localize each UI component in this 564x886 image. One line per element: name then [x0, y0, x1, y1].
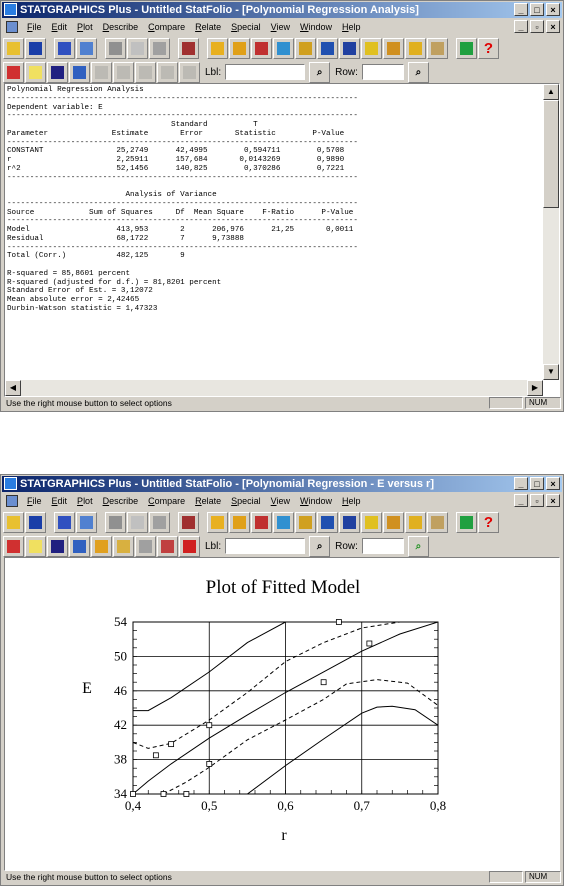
doc-restore-button[interactable]: ▫ — [530, 494, 544, 507]
hash-icon — [387, 42, 400, 55]
exclude-icon — [161, 540, 174, 553]
menu-file[interactable]: File — [27, 21, 42, 32]
menu-special[interactable]: Special — [231, 21, 261, 32]
hash-icon — [387, 516, 400, 529]
menu-bar — [2, 493, 562, 508]
input-icon — [7, 540, 20, 553]
data-point — [161, 792, 166, 797]
datasheet-button[interactable] — [54, 38, 75, 59]
y-tick-label: 34 — [114, 786, 127, 801]
tool-1-button[interactable] — [207, 38, 228, 59]
input-icon — [7, 66, 20, 79]
tool-2-button[interactable] — [229, 512, 250, 533]
plot-pane[interactable] — [4, 557, 560, 871]
cut-button[interactable] — [105, 512, 126, 533]
triangle-icon — [343, 516, 356, 529]
tabular-icon — [51, 540, 64, 553]
cut-button[interactable] — [105, 38, 126, 59]
paste-button[interactable] — [149, 512, 170, 533]
scroll-left-button[interactable]: ◀ — [5, 380, 21, 396]
status-bar — [2, 870, 562, 884]
menu-view[interactable]: View — [270, 21, 291, 32]
grid-icon — [299, 42, 312, 55]
maximize-button[interactable]: □ — [530, 477, 544, 490]
open-button[interactable] — [3, 38, 24, 59]
x-tick-label: 0,7 — [353, 798, 370, 813]
question-icon: ? — [483, 39, 494, 57]
data-point — [321, 680, 326, 685]
menu-compare[interactable]: Compare — [148, 21, 186, 32]
point-identify-button[interactable] — [135, 536, 156, 557]
doc-close-button[interactable]: × — [546, 20, 560, 33]
tool-3-button[interactable] — [251, 38, 272, 59]
status-cell — [489, 871, 523, 883]
data-point — [207, 761, 212, 766]
tabular-icon — [51, 66, 64, 79]
disabled-tool-icon — [139, 66, 152, 79]
tool-10-button[interactable] — [405, 38, 426, 59]
binoculars-icon: ⌕ — [415, 540, 422, 552]
status-bar — [2, 396, 562, 410]
folder-icon — [7, 516, 20, 529]
row-search-input[interactable] — [362, 538, 404, 554]
analysis-window — [0, 0, 564, 412]
menu-help[interactable]: Help — [342, 495, 361, 506]
fitted-model-chart[interactable] — [5, 558, 560, 870]
tool-7-button[interactable] — [339, 38, 360, 59]
copy-button[interactable] — [127, 38, 148, 59]
menu-window[interactable]: Window — [300, 495, 333, 506]
minimize-button[interactable]: _ — [514, 3, 528, 16]
question-icon: ? — [483, 513, 494, 531]
copy-icon — [131, 516, 144, 529]
doc-minimize-button[interactable]: _ — [514, 494, 528, 507]
graphical-icon — [73, 66, 86, 79]
tool-6-button[interactable] — [317, 512, 338, 533]
disk-icon — [29, 42, 42, 55]
graphical-options-button[interactable] — [69, 536, 90, 557]
graph-options-icon — [95, 540, 108, 553]
scroll-down-button[interactable]: ▼ — [543, 364, 559, 380]
menu-file[interactable]: File — [27, 495, 42, 506]
confidence-limit-curve — [164, 680, 439, 794]
vertical-scrollbar[interactable] — [543, 84, 559, 380]
menu-describe[interactable]: Describe — [102, 495, 139, 506]
data-point — [153, 753, 158, 758]
menu-edit[interactable]: Edit — [51, 495, 68, 506]
jitter-icon — [183, 540, 196, 553]
tool-8-button[interactable] — [361, 38, 382, 59]
window-title: STATGRAPHICS Plus - Untitled StatFolio - [Polynomial Regression - E versus r] — [20, 478, 434, 490]
menu-plot[interactable]: Plot — [77, 21, 93, 32]
histogram-icon — [409, 42, 422, 55]
x-tick-label: 0,6 — [277, 798, 294, 813]
tool-11-button[interactable] — [427, 38, 448, 59]
tool-5-button[interactable] — [295, 512, 316, 533]
brush-icon — [117, 540, 130, 553]
binoculars-icon: ⌕ — [415, 66, 422, 78]
minimize-button[interactable]: _ — [514, 477, 528, 490]
binoculars-icon: ⌕ — [316, 540, 323, 552]
tool-3-button[interactable] — [251, 512, 272, 533]
input-dialog-button[interactable] — [3, 536, 24, 557]
scroll-right-button[interactable]: ▶ — [527, 380, 543, 396]
stats-button[interactable] — [76, 512, 97, 533]
disk-icon — [29, 516, 42, 529]
label-search-label: Lbl: — [205, 540, 222, 552]
status-cell — [489, 397, 523, 409]
label-search-input[interactable] — [225, 538, 305, 554]
chart-tool-icon — [211, 516, 224, 529]
menu-bar — [2, 19, 562, 34]
analysis-toolbar — [3, 60, 561, 84]
advisor-icon — [460, 516, 473, 529]
menu-relate[interactable]: Relate — [195, 21, 222, 32]
trend-icon — [365, 516, 378, 529]
copy-button[interactable] — [127, 512, 148, 533]
tool-9-button[interactable] — [383, 512, 404, 533]
doc-close-button[interactable]: × — [546, 494, 560, 507]
tool-11-button[interactable] — [427, 512, 448, 533]
help-button[interactable] — [478, 512, 499, 533]
matrix-icon — [431, 42, 444, 55]
scissors-icon — [109, 42, 122, 55]
x-axis-label: r — [281, 827, 287, 844]
disabled-tool-icon — [95, 66, 108, 79]
tool-8-button[interactable] — [361, 512, 382, 533]
options-icon — [29, 540, 42, 553]
chart-title: Plot of Fitted Model — [205, 577, 361, 598]
prediction-limit-curve — [133, 622, 400, 711]
main-toolbar — [3, 510, 561, 534]
copy-icon — [131, 42, 144, 55]
data-point — [184, 792, 189, 797]
scissors-icon — [109, 516, 122, 529]
graph-tool-2-button[interactable] — [113, 62, 134, 83]
analysis-options-button[interactable] — [25, 62, 46, 83]
analysis-options-button[interactable] — [25, 536, 46, 557]
data-point — [207, 723, 212, 728]
stat-advisor-button[interactable] — [456, 512, 477, 533]
tool-10-button[interactable] — [405, 512, 426, 533]
jitter-button[interactable] — [179, 536, 200, 557]
identify-icon — [139, 540, 152, 553]
tool-4-button[interactable] — [273, 512, 294, 533]
maximize-button[interactable]: □ — [530, 3, 544, 16]
menu-special[interactable]: Special — [231, 495, 261, 506]
tool-1-button[interactable] — [207, 512, 228, 533]
scatter-icon — [277, 42, 290, 55]
document-icon[interactable] — [6, 21, 18, 33]
title-bar[interactable] — [2, 2, 562, 18]
menu-view[interactable]: View — [270, 495, 291, 506]
stats-button[interactable] — [76, 38, 97, 59]
datasheet-button[interactable] — [54, 512, 75, 533]
close-button[interactable]: × — [546, 3, 560, 16]
disabled-tool-icon — [183, 66, 196, 79]
tool-5-button[interactable] — [295, 38, 316, 59]
table-icon — [58, 42, 71, 55]
doc-minimize-button[interactable]: _ — [514, 20, 528, 33]
graphical-options-button[interactable] — [69, 62, 90, 83]
label-search-input[interactable] — [225, 64, 305, 80]
disabled-tool-icon — [117, 66, 130, 79]
title-bar[interactable] — [2, 476, 562, 492]
chart-tool-icon — [233, 516, 246, 529]
printer-icon — [182, 42, 195, 55]
y-tick-label: 46 — [114, 682, 127, 698]
menu-plot[interactable]: Plot — [77, 495, 93, 506]
paste-icon — [153, 42, 166, 55]
exclude-button[interactable] — [157, 536, 178, 557]
folder-icon — [7, 42, 20, 55]
print-button[interactable] — [178, 512, 199, 533]
find-label-button[interactable] — [309, 536, 330, 557]
menu-edit[interactable]: Edit — [51, 21, 68, 32]
stat-advisor-button[interactable] — [456, 38, 477, 59]
chart-tool-icon — [233, 42, 246, 55]
graph-tool-1-button[interactable] — [91, 62, 112, 83]
graphical-icon — [73, 540, 86, 553]
bar-chart-icon — [255, 42, 268, 55]
tool-2-button[interactable] — [229, 38, 250, 59]
menu-describe[interactable]: Describe — [102, 21, 139, 32]
x-tick-label: 0,4 — [124, 798, 142, 813]
y-tick-label: 38 — [114, 751, 127, 767]
scatter-icon — [277, 516, 290, 529]
prediction-limit-curve — [247, 706, 438, 794]
open-button[interactable] — [3, 512, 24, 533]
input-dialog-button[interactable] — [3, 62, 24, 83]
x-tick-label: 0,5 — [201, 798, 218, 813]
paste-button[interactable] — [149, 38, 170, 59]
tabular-options-button[interactable] — [47, 62, 68, 83]
num-lock-indicator: NUM — [525, 871, 561, 883]
help-button[interactable] — [478, 38, 499, 59]
menu-compare[interactable]: Compare — [148, 495, 186, 506]
report-pane[interactable] — [4, 83, 560, 397]
chart-tool-icon — [211, 42, 224, 55]
grid-icon — [299, 516, 312, 529]
trend-icon — [365, 42, 378, 55]
tool-7-button[interactable] — [339, 512, 360, 533]
stats-icon — [80, 516, 93, 529]
y-tick-label: 50 — [114, 648, 127, 664]
data-point — [336, 620, 341, 625]
menu-window[interactable]: Window — [300, 21, 333, 32]
binoculars-icon: ⌕ — [316, 66, 323, 78]
disabled-tool-icon — [161, 66, 174, 79]
window-title: STATGRAPHICS Plus - Untitled StatFolio - [Polynomial Regression Analysis] — [20, 4, 419, 16]
scroll-thumb[interactable] — [543, 100, 559, 208]
find-row-button[interactable] — [408, 62, 429, 83]
find-label-button[interactable] — [309, 62, 330, 83]
tool-4-button[interactable] — [273, 38, 294, 59]
advisor-icon — [460, 42, 473, 55]
save-button[interactable] — [25, 512, 46, 533]
print-button[interactable] — [178, 38, 199, 59]
num-lock-indicator: NUM — [525, 397, 561, 409]
doc-restore-button[interactable]: ▫ — [530, 20, 544, 33]
tabular-options-button[interactable] — [47, 536, 68, 557]
y-axis-label: E — [82, 680, 92, 697]
bar-chart-icon — [255, 516, 268, 529]
horizontal-scrollbar[interactable] — [5, 380, 543, 396]
line-chart-icon — [321, 516, 334, 529]
y-tick-label: 42 — [114, 717, 127, 733]
main-toolbar — [3, 36, 561, 60]
data-point — [169, 742, 174, 747]
find-row-button[interactable] — [408, 536, 429, 557]
plot-window — [0, 474, 564, 886]
printer-icon — [182, 516, 195, 529]
menu-help[interactable]: Help — [342, 21, 361, 32]
x-tick-label: 0,8 — [429, 798, 447, 813]
label-search-label: Lbl: — [205, 66, 222, 78]
graph-tool-5-button[interactable] — [179, 62, 200, 83]
row-search-input[interactable] — [362, 64, 404, 80]
row-search-label: Row: — [335, 66, 358, 78]
row-search-label: Row: — [335, 540, 358, 552]
regression-report: Polynomial Regression Analysis ----------------------------------------------------------------------------- Dependent variable: E ----------------------------------------------------------------------------- Standard T Parameter Estimate Error Statistic P-Value ----------------------------------------------------------------------------- CONSTANT 25,2749 42,4995 0,594711 0,5708 r 2,25911 157,684 0,0143269 0,9890 r^2 52,1456 140,825 0,370286 0,7221 ----------------------------------------------------------------------------- Analysis of Variance ----------------------------------------------------------------------------- Source Sum of Squares Df Mean Square F-Ratio P-Value ----------------------------------------------------------------------------- Model 413,953 2 206,976 21,25 0,0011 Residual 68,1722 7 9,73888 ----------------------------------------------------------------------------- Total (Corr.) 482,125 9 R-squared = 85,8601 percent R-squared (adjusted for d.f.) = 81,8201 percent Standard Error of Est. = 3,12072 Mean absolute error = 2,42465 Durbin-Watson statistic = 1,47323 — [7, 86, 358, 313]
app-icon — [4, 477, 17, 490]
scroll-up-button[interactable]: ▲ — [543, 84, 559, 100]
close-button[interactable]: × — [546, 477, 560, 490]
data-point — [131, 792, 136, 797]
graph-options-button[interactable] — [91, 536, 112, 557]
data-point — [367, 641, 372, 646]
line-chart-icon — [321, 42, 334, 55]
status-text: Use the right mouse button to select options — [6, 398, 172, 408]
tool-6-button[interactable] — [317, 38, 338, 59]
status-text: Use the right mouse button to select options — [6, 872, 172, 882]
histogram-icon — [409, 516, 422, 529]
document-icon[interactable] — [6, 495, 18, 507]
options-icon — [29, 66, 42, 79]
stats-icon — [80, 42, 93, 55]
matrix-icon — [431, 516, 444, 529]
app-icon — [4, 3, 17, 16]
graph-tool-3-button[interactable] — [135, 62, 156, 83]
analysis-toolbar — [3, 534, 561, 558]
table-icon — [58, 516, 71, 529]
menu-relate[interactable]: Relate — [195, 495, 222, 506]
brush-button[interactable] — [113, 536, 134, 557]
graph-tool-4-button[interactable] — [157, 62, 178, 83]
y-tick-label: 54 — [114, 614, 127, 629]
triangle-icon — [343, 42, 356, 55]
tool-9-button[interactable] — [383, 38, 404, 59]
paste-icon — [153, 516, 166, 529]
save-button[interactable] — [25, 38, 46, 59]
